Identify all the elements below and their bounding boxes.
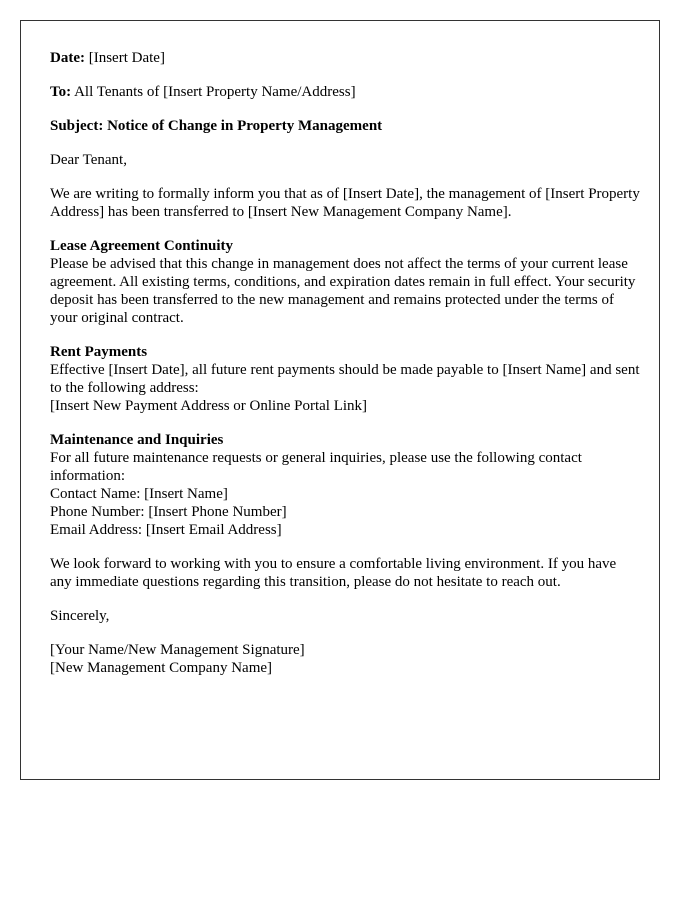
date-value: [Insert Date] bbox=[88, 50, 165, 66]
letter-page bbox=[20, 20, 660, 780]
closing-paragraph: We look forward to working with you to ensure a comfortable living environment. If you have any immediate questions regarding this transition, please do not hesitate to reach out. bbox=[50, 556, 617, 590]
rent-section bbox=[50, 343, 640, 415]
rent-section-body: Effective [Insert Date], all future rent payments should be made payable to [Insert Name] and sent to the following address: bbox=[50, 362, 640, 396]
recipient-line bbox=[50, 83, 640, 101]
maintenance-section-body: For all future maintenance requests or general inquiries, please use the following contact information: bbox=[50, 450, 582, 484]
maintenance-section-title: Maintenance and Inquiries bbox=[50, 432, 224, 448]
letter-body bbox=[50, 49, 640, 693]
lease-section-title: Lease Agreement Continuity bbox=[50, 238, 234, 254]
intro-paragraph: We are writing to formally inform you that as of [Insert Date], the management of [Insert Property Address] has been transferred to [Insert New Management Company Name]. bbox=[50, 186, 640, 220]
lease-section bbox=[50, 237, 640, 327]
company-name-line: [New Management Company Name] bbox=[50, 660, 273, 676]
signature-block bbox=[50, 641, 640, 677]
greeting: Dear Tenant, bbox=[50, 152, 127, 168]
subject-line: Subject: Notice of Change in Property Management bbox=[50, 118, 383, 134]
contact-name-line: Contact Name: [Insert Name] bbox=[50, 486, 228, 502]
email-address-line: Email Address: [Insert Email Address] bbox=[50, 522, 282, 538]
signature-line: [Your Name/New Management Signature] bbox=[50, 642, 305, 658]
rent-section-title: Rent Payments bbox=[50, 344, 148, 360]
signoff: Sincerely, bbox=[50, 608, 110, 624]
rent-payment-address: [Insert New Payment Address or Online Portal Link] bbox=[50, 398, 368, 414]
date-line bbox=[50, 49, 640, 67]
maintenance-section bbox=[50, 431, 640, 539]
to-value: All Tenants of [Insert Property Name/Address] bbox=[74, 84, 356, 100]
phone-number-line: Phone Number: [Insert Phone Number] bbox=[50, 504, 287, 520]
date-label: Date: bbox=[50, 50, 85, 66]
to-label: To: bbox=[50, 84, 72, 100]
lease-section-body: Please be advised that this change in management does not affect the terms of your current lease agreement. All existing terms, conditions, and expiration dates remain in full effect. Your security deposit has been transferred to the new management and remains protected under the terms of your original contract. bbox=[50, 256, 636, 326]
